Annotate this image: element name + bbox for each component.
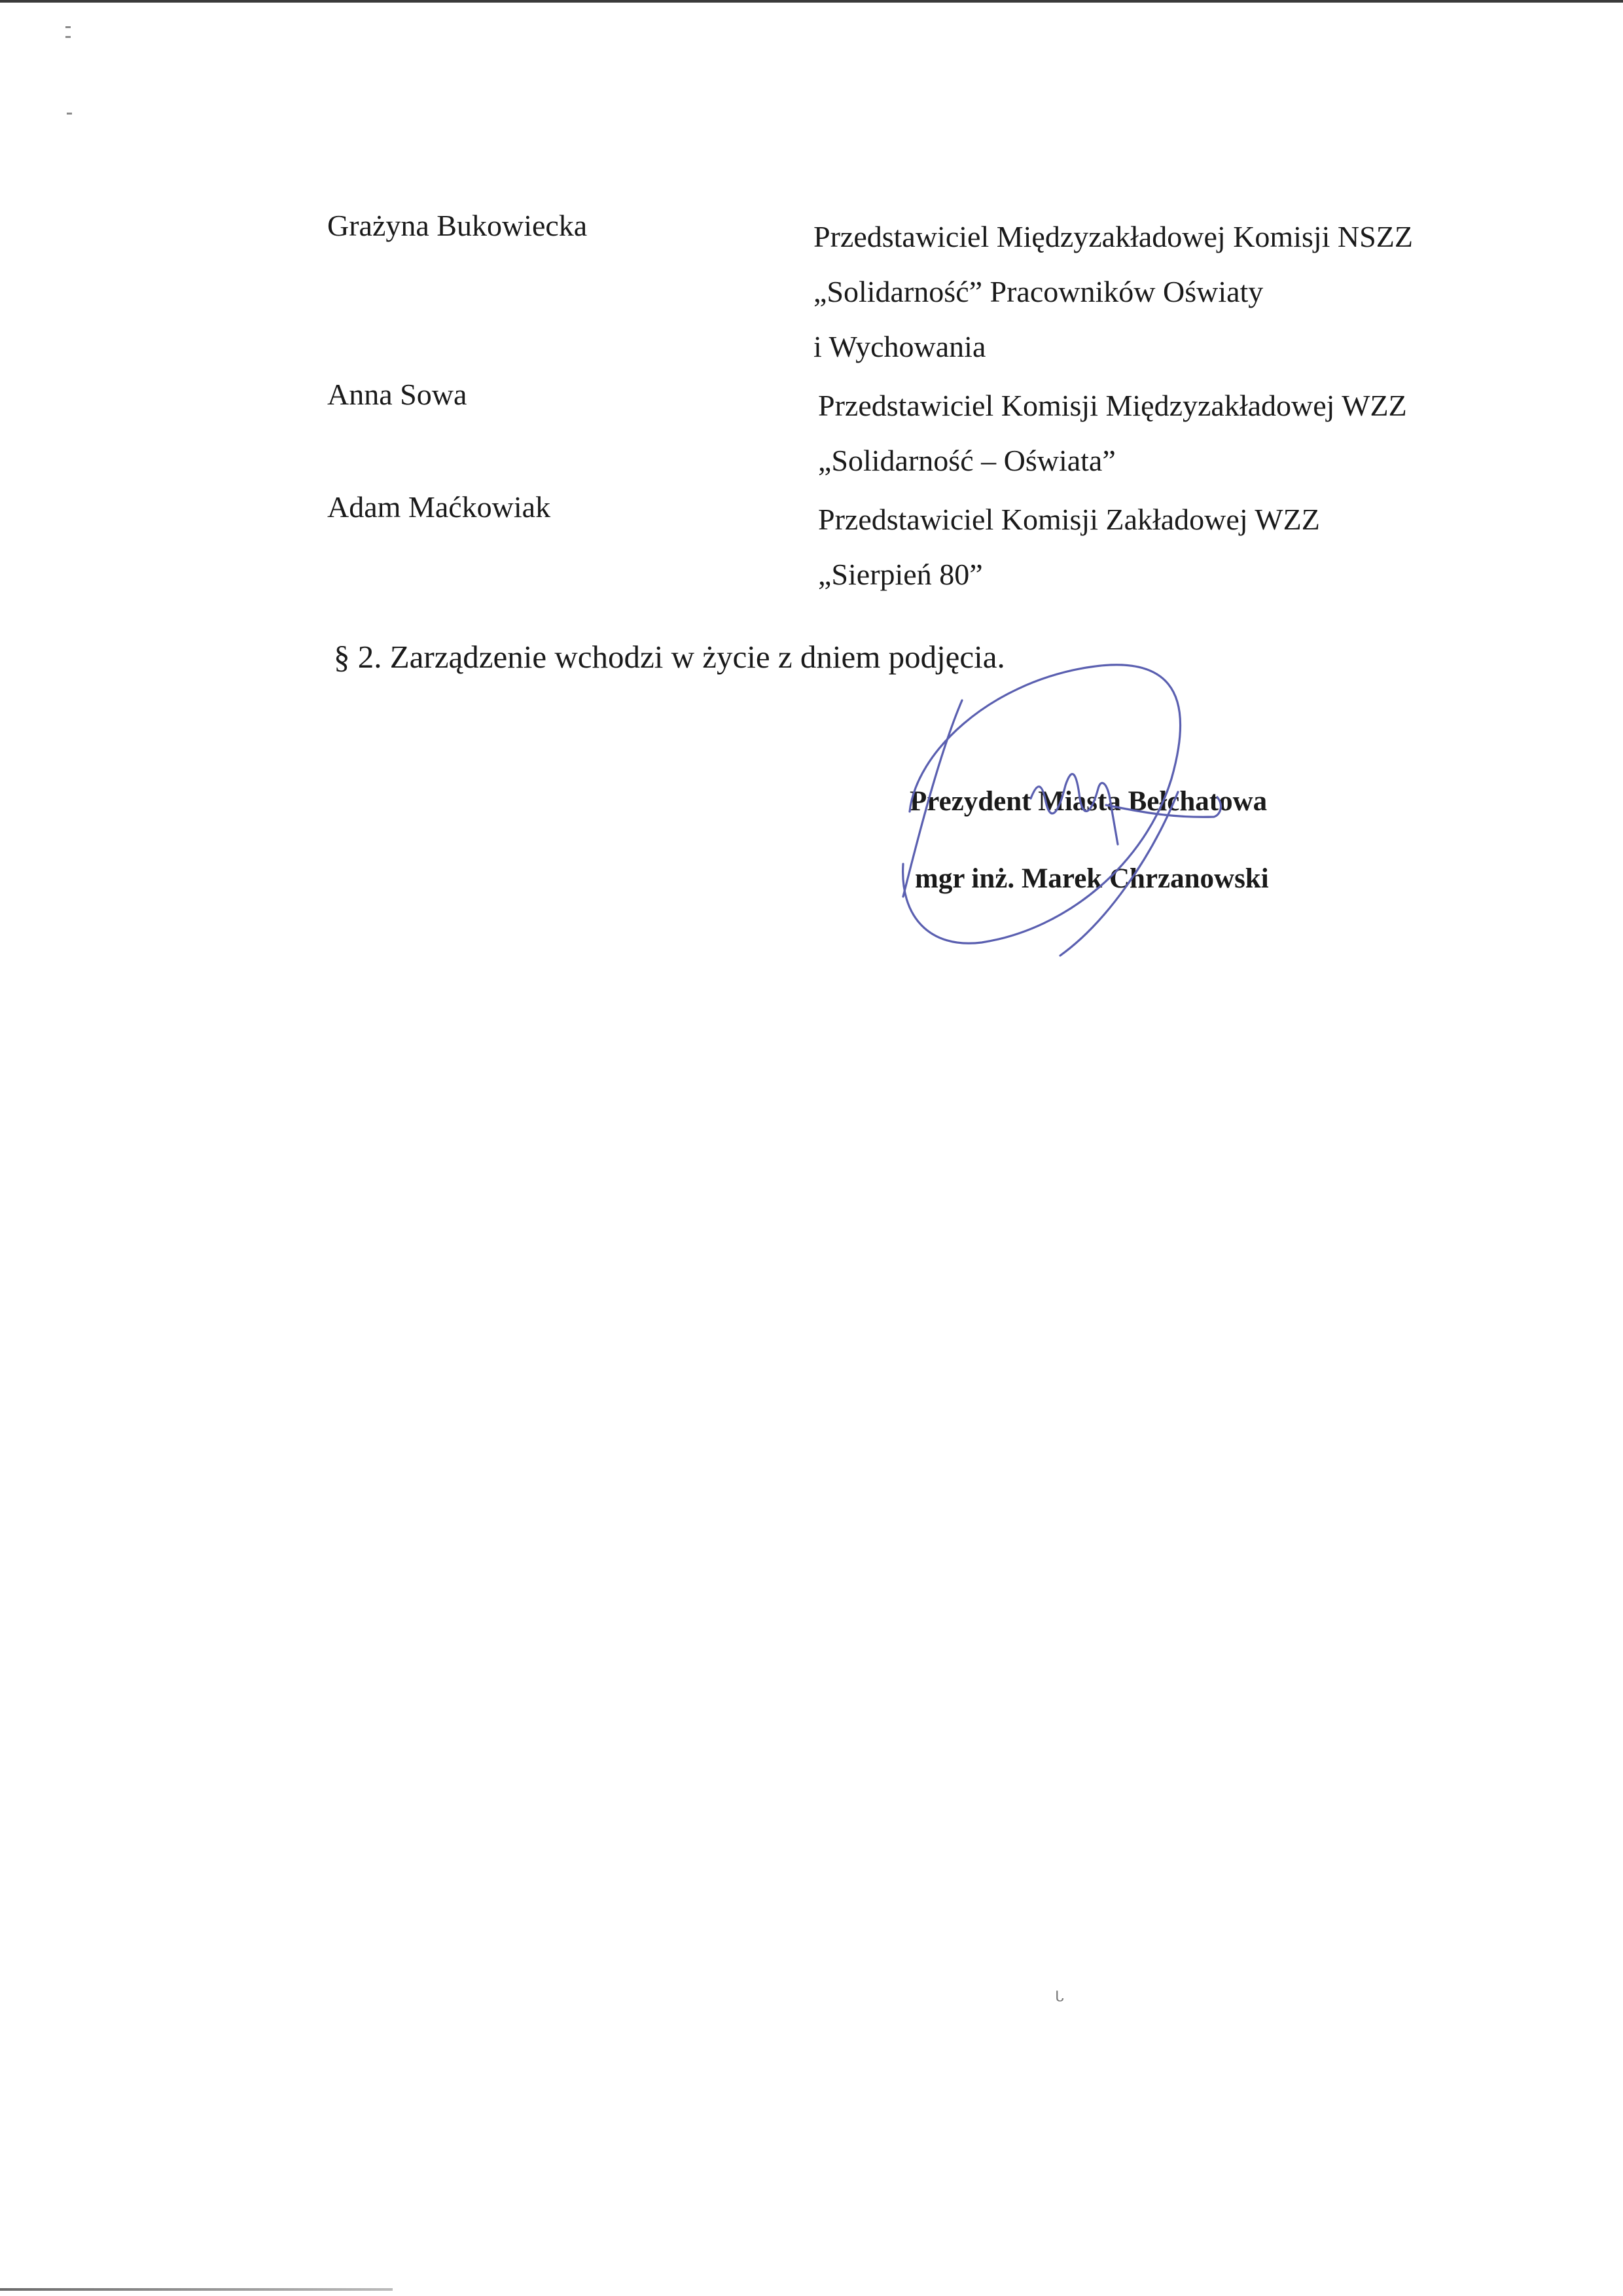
member-role xyxy=(818,378,1538,488)
member-role-line: Przedstawiciel Komisji Zakładowej WZZ xyxy=(818,503,1320,536)
member-role-line: Przedstawiciel Międzyzakładowej Komisji NSZZ xyxy=(813,220,1413,253)
scan-edge-bottom xyxy=(0,2288,393,2291)
member-name: Grażyna Bukowiecka xyxy=(327,209,588,242)
member-role xyxy=(813,209,1533,374)
member-role-line: i Wychowania xyxy=(813,330,986,363)
member-name: Adam Maćkowiak xyxy=(327,490,551,524)
member-role xyxy=(818,492,1538,602)
member-name: Anna Sowa xyxy=(327,378,467,411)
member-role-line: „Solidarność” Pracowników Oświaty xyxy=(813,275,1264,308)
scan-edge-top xyxy=(0,0,1623,3)
scan-speck xyxy=(65,26,71,28)
member-role-line: „Solidarność – Oświata” xyxy=(818,444,1116,477)
scan-speck xyxy=(67,113,72,115)
signatory-title: Prezydent Miasta Bełchatowa xyxy=(910,786,1268,817)
paragraph-2: § 2. Zarządzenie wchodzi w życie z dniem podjęcia. xyxy=(334,639,1005,675)
member-role-line: „Sierpień 80” xyxy=(818,558,983,591)
member-role-line: Przedstawiciel Komisji Międzyzakładowej WZZ xyxy=(818,389,1407,422)
handwritten-signature xyxy=(890,648,1257,962)
scan-speck xyxy=(65,36,71,38)
stray-mark: ᒐ xyxy=(1055,1988,1064,2005)
signatory-name: mgr inż. Marek Chrzanowski xyxy=(915,863,1269,894)
